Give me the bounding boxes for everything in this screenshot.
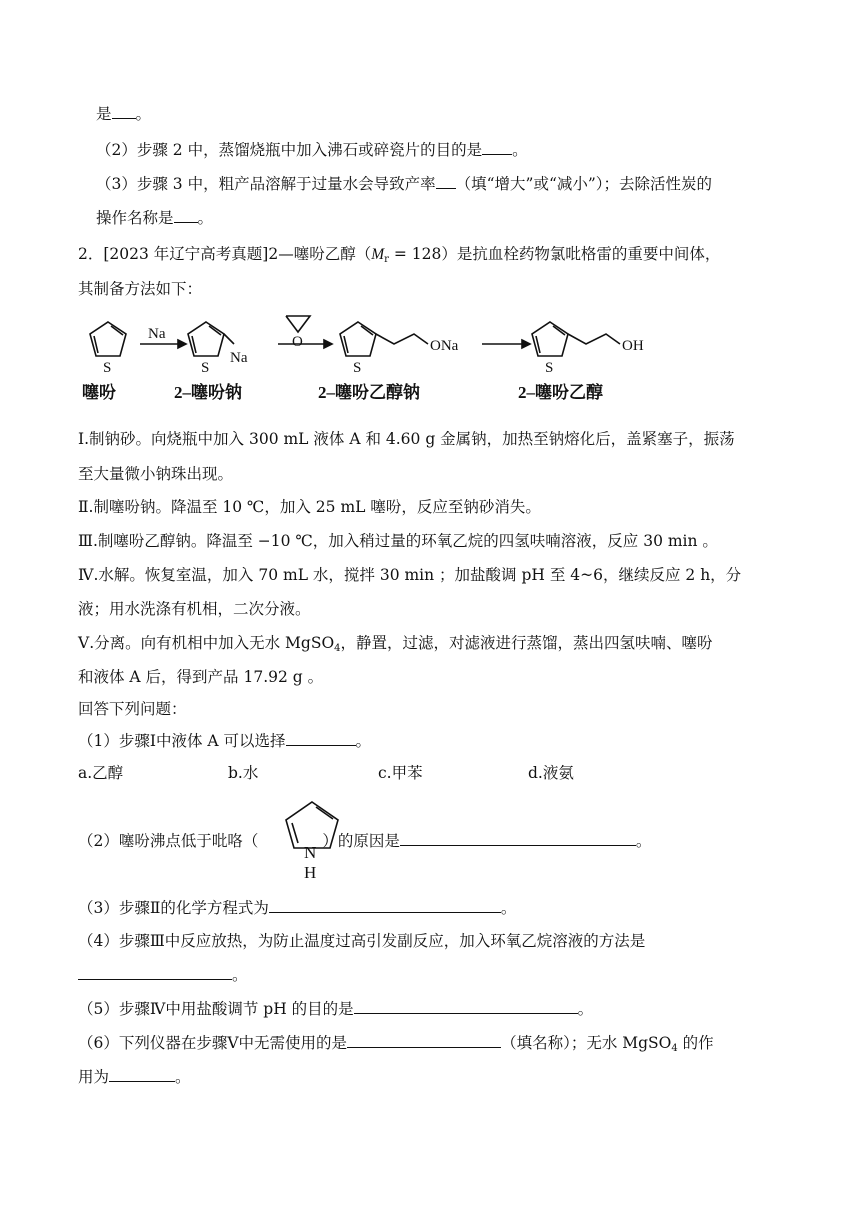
subscript-4: 4: [334, 643, 341, 654]
part-text: 的作: [677, 1034, 714, 1052]
part-text: 。: [175, 1068, 191, 1086]
q1-text: 。: [135, 105, 152, 123]
option-b[interactable]: b.水: [228, 764, 259, 782]
q1-text: 。: [512, 141, 528, 159]
step-text: 至大量微小钠珠出现。: [78, 465, 234, 483]
s-atom-label: S: [103, 360, 112, 376]
step-5-cont: [78, 666, 323, 688]
answer-intro: [78, 698, 187, 720]
q2-text: ）是抗血栓药物氯吡格雷的重要中间体，: [441, 245, 721, 263]
part-text: （4）步骤Ⅲ中反应放热，为防止温度过高引发副反应，加入环氧乙烷溶液的方法是: [78, 932, 646, 950]
q1-line-1: [96, 103, 151, 125]
step-1: [78, 428, 735, 450]
s-atom-label: S: [201, 360, 210, 376]
part-text: （6）下列仪器在步骤Ⅴ中无需使用的是: [78, 1034, 348, 1052]
q1-step2: [96, 139, 528, 161]
q2-intro: [78, 243, 720, 271]
s-atom-label: S: [353, 360, 362, 376]
part-2: [78, 830, 651, 852]
answer-blank[interactable]: [400, 831, 636, 846]
step-4-cont: [78, 598, 311, 620]
epoxide-oxygen-label: O: [292, 334, 303, 350]
q1-text: （2）步骤 2 中，蒸馏烧瓶中加入沸石或碎瓷片的目的是: [96, 141, 483, 159]
step-4: [78, 564, 741, 586]
part-text: 。: [635, 832, 652, 850]
compound-name: 噻吩: [82, 383, 116, 402]
pyrrole-svg: [272, 796, 352, 884]
q2-text: 其制备方法如下：: [78, 280, 203, 298]
part-5: [78, 998, 593, 1020]
q2-intro-cont: [78, 278, 202, 300]
q1-text: 操作名称是: [96, 209, 174, 227]
step-text: 液；用水洗涤有机相，二次分液。: [78, 600, 311, 618]
option-a[interactable]: a.乙醇: [78, 764, 124, 782]
q1-text: 。: [197, 209, 214, 227]
part-4: [78, 930, 645, 952]
reagent-na-label: Na: [148, 326, 166, 342]
part-3: [78, 897, 516, 919]
ona-label: ONa: [430, 338, 459, 354]
na-label: Na: [230, 350, 248, 366]
part-4-cont: [78, 964, 248, 986]
part-text: （1）步骤Ⅰ中液体 A 可以选择: [78, 732, 286, 750]
q1-text: （3）步骤 3 中，粗产品溶解于过量水会导致产率: [96, 175, 436, 193]
step-3: [78, 530, 718, 552]
q1-step3-cont: [96, 207, 213, 229]
answer-blank[interactable]: [354, 999, 578, 1014]
q1-text: （填“增大”或“减小”）；去除活性炭的: [455, 175, 713, 193]
answer-blank[interactable]: [347, 1033, 501, 1048]
part-1: [78, 730, 371, 752]
question-number: 2．: [78, 245, 104, 263]
part-text: 。: [355, 732, 372, 750]
answer-blank[interactable]: [112, 104, 136, 119]
compound-name: 2–噻吩钠: [174, 383, 242, 402]
step-text: Ⅰ.制钠砂。向烧瓶中加入 300 mL 液体 A 和 4.60 g 金属钠，加热至钠熔化后，盖紧塞子，振荡: [78, 430, 735, 448]
answer-blank[interactable]: [269, 898, 501, 913]
part-text: 。: [232, 966, 248, 984]
option-c[interactable]: c.甲苯: [378, 764, 423, 782]
mr-symbol: M: [371, 246, 385, 263]
part-text: （填名称）；无水 MgSO: [501, 1034, 672, 1052]
step-5: [78, 632, 713, 660]
step-text: Ⅳ.水解。恢复室温，加入 70 mL 水，搅拌 30 min ；加盐酸调 pH 至 4~6，继续反应 2 h，分: [78, 566, 742, 584]
compound-name: 2–噻吩乙醇钠: [318, 383, 420, 402]
q1-text: 是: [96, 105, 112, 123]
part-text: ）的原因是: [322, 832, 400, 850]
question-source: [2023 年辽宁高考真题]: [103, 245, 269, 263]
pyrrole-h-label: H: [304, 863, 317, 882]
answer-blank[interactable]: [109, 1067, 175, 1082]
reaction-scheme: [78, 310, 678, 406]
pyrrole-structure: [272, 796, 352, 884]
pyrrole-n-label: N: [304, 843, 317, 862]
subscript-4: 4: [671, 1043, 678, 1054]
answer-blank[interactable]: [436, 174, 456, 189]
step-text: Ⅲ.制噻吩乙醇钠。降温至 −10 ℃，加入稍过量的环氧乙烷的四氢呋喃溶液，反应 30 min 。: [78, 532, 718, 550]
answer-blank[interactable]: [482, 140, 512, 155]
reaction-scheme-svg: [78, 310, 678, 406]
part-text: 。: [500, 899, 517, 917]
part-text: （5）步骤Ⅳ中用盐酸调节 pH 的目的是: [78, 1000, 354, 1018]
mr-value: = 128: [388, 245, 442, 263]
answer-blank[interactable]: [286, 731, 356, 746]
part-text: （3）步骤Ⅱ的化学方程式为: [78, 899, 269, 917]
part-6-cont: [78, 1066, 191, 1088]
answer-intro-text: 回答下列问题：: [78, 700, 187, 718]
s-atom-label: S: [545, 360, 554, 376]
answer-blank[interactable]: [174, 208, 198, 223]
part-6: [78, 1032, 714, 1060]
part-text: 。: [577, 1000, 594, 1018]
step-1-cont: [78, 463, 233, 485]
step-text: Ⅴ.分离。向有机相中加入无水 MgSO: [78, 634, 335, 652]
part-text: 用为: [78, 1068, 110, 1086]
option-d[interactable]: d.液氨: [528, 764, 574, 782]
step-text: ，静置，过滤，对滤液进行蒸馏，蒸出四氢呋喃、噻吩: [340, 634, 713, 652]
compound-name: 2–噻吩乙醇: [518, 383, 603, 402]
answer-blank[interactable]: [78, 965, 232, 980]
part-text: （2）噻吩沸点低于吡咯（: [78, 832, 259, 850]
step-text: 和液体 A 后，得到产品 17.92 g 。: [78, 668, 324, 686]
q2-text: 2—噻吩乙醇（: [268, 245, 372, 263]
oh-label: OH: [622, 338, 644, 354]
mr-subscript: r: [384, 254, 389, 265]
q1-step3: [96, 173, 712, 195]
step-text: Ⅱ.制噻吩钠。降温至 10 ℃，加入 25 mL 噻吩，反应至钠砂消失。: [78, 498, 541, 516]
step-2: [78, 496, 541, 518]
